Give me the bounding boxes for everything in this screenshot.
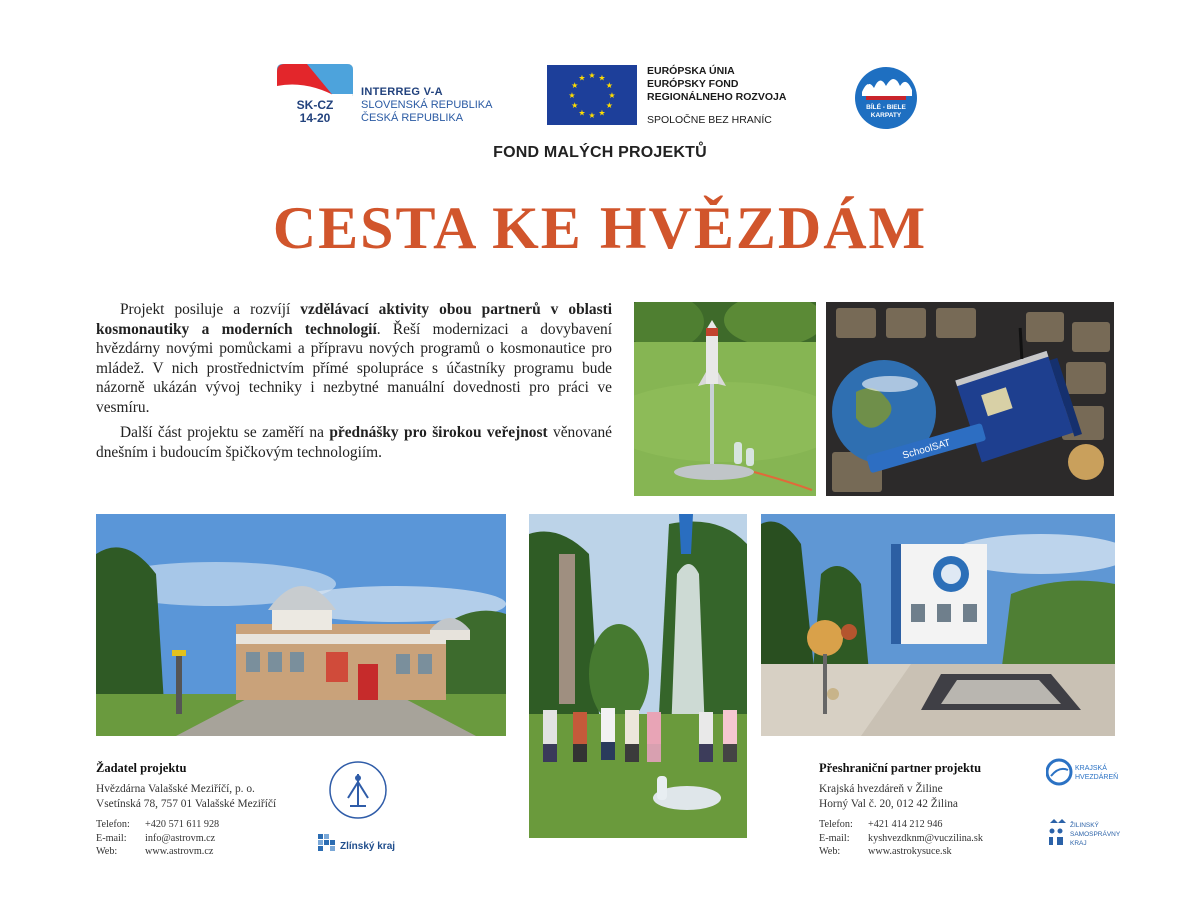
zilinsky-kraj-line2: SAMOSPRÁVNY [1070,831,1121,838]
interreg-mark-text: SK-CZ [296,98,334,112]
applicant-email[interactable]: info@astrovm.cz [145,832,216,844]
applicant-heading: Žadatel projektu [96,761,187,775]
zilinsky-kraj-line3: KRAJ [1070,840,1087,847]
applicant-email-label: E-mail: [96,832,127,844]
partner-phone-label: Telefon: [819,819,853,830]
intro-p2-bold: přednášky pro širokou veřejnost [329,424,548,441]
eu-star-icon: ★ [578,108,586,118]
karpaty-line2: KARPATY [870,112,902,119]
eu-star-icon: ★ [608,91,616,100]
krajska-hvezdaren-logo-icon [1046,758,1126,788]
krajska-hvezdaren-line1: KRAJSKÁ [1075,765,1107,772]
eu-line1: EURÓPSKA ÚNIA [647,65,735,77]
applicant-name: Hvězdárna Valašské Meziříčí, p. o. [96,783,255,795]
applicant-web-row [96,845,326,859]
partner-web-label: Web: [819,846,841,857]
eu-line3: REGIONÁLNEHO ROZVOJA [647,91,787,103]
partner-email[interactable]: kyshvezdknm@vuczilina.sk [868,832,983,844]
photo-observatory-valasske-mezirici [96,514,506,736]
intro-p1-bold: vzdělávací aktivity obou partnerů v oblasti kosmonautiky a moderních technologií [96,301,612,338]
eu-star-icon: ★ [605,101,613,110]
interreg-logo-icon [277,64,353,126]
applicant-web[interactable]: www.astrovm.cz [145,846,214,857]
zlinsky-kraj-label: Zlínský kraj [340,841,396,852]
eu-text [647,65,786,127]
applicant-phone: +420 571 611 928 [145,819,220,830]
photo-water-rocket [634,302,816,496]
eu-star-icon: ★ [568,91,576,100]
eu-star-icon: ★ [588,71,596,80]
interreg-line2: SLOVENSKÁ REPUBLIKA [361,99,493,111]
intro-paragraph-2 [96,423,612,462]
intro-p1-a: Projekt posiluje a rozvíjí [120,301,301,318]
eu-flag-icon [547,65,637,125]
eu-star-icon: ★ [571,81,579,90]
krajska-hvezdaren-line2: HVEZDÁREŇ [1075,774,1119,781]
partner-heading: Přeshraniční partner projektu [819,761,982,775]
interreg-line3: ČESKÁ REPUBLIKA [361,112,464,124]
applicant-phone-row [96,818,326,832]
zilinsky-kraj-line1: ŽILINSKÝ [1070,822,1099,829]
applicant-email-row [96,832,326,846]
partner-web-row [819,845,1029,859]
partner-phone: +421 414 212 946 [868,819,943,830]
partner-address: Horný Val č. 20, 012 42 Žilina [819,798,958,810]
eu-motto: SPOLOČNE BEZ HRANÍC [647,114,772,126]
partner-name: Krajská hvezdáreň v Žiline [819,783,943,795]
eu-star-icon: ★ [598,73,606,83]
partner-web[interactable]: www.astrokysuce.sk [868,846,952,857]
partner-info [819,761,1029,859]
applicant-info [96,761,326,859]
applicant-phone-label: Telefon: [96,819,130,830]
partner-email-row [819,832,1029,846]
eu-star-icon: ★ [578,73,586,83]
intro-p2-a: Další část projektu se zaměří na [120,424,330,441]
intro-p1-c: . Řeší modernizaci a dovybavení hvězdárny novými pomůckami a přípravu nových programů o kosmonautice pro mládež. V nich prostřednictvím přímé spolupráce s účastníky programu bude názorně ukázán vývoj techniky i nezbytné manuální dovednosti pro práci ve vesmíru. [96,320,612,416]
photo-observatory-zilina [761,514,1115,736]
intro-paragraph-1 [96,300,612,417]
interreg-line1: INTERREG V-A [361,86,443,98]
eu-line2: EURÓPSKY FOND [647,78,739,90]
applicant-address: Vsetínská 78, 757 01 Valašské Meziříčí [96,798,277,810]
interreg-text [361,86,492,125]
photo-rocket-launch-children [529,514,747,838]
zilinsky-kraj-logo-icon [1046,817,1126,857]
eu-star-icon: ★ [598,108,606,118]
partner-email-label: E-mail: [819,832,850,844]
eu-star-icon: ★ [605,81,613,90]
intro-p2-c: věnované dnešním i budoucím špičkovým technologiím. [96,424,612,461]
observatory-seal-icon [326,758,390,822]
karpaty-logo-icon [854,66,918,130]
applicant-web-label: Web: [96,846,118,857]
fund-title: FOND MALÝCH PROJEKTŮ [493,144,707,161]
page-title: CESTA KE HVĚZDÁM [272,195,928,261]
zlinsky-kraj-logo-icon [318,834,408,852]
partner-phone-row [819,818,1029,832]
karpaty-line1: BÍLÉ - BIELE [866,104,906,111]
photo-cubesat [826,302,1114,496]
eu-star-icon: ★ [571,101,579,110]
cubesat-label: SchoolSAT [901,437,952,462]
eu-star-icon: ★ [588,111,596,120]
intro-text [96,300,612,468]
interreg-mark-years: 14-20 [299,111,331,125]
